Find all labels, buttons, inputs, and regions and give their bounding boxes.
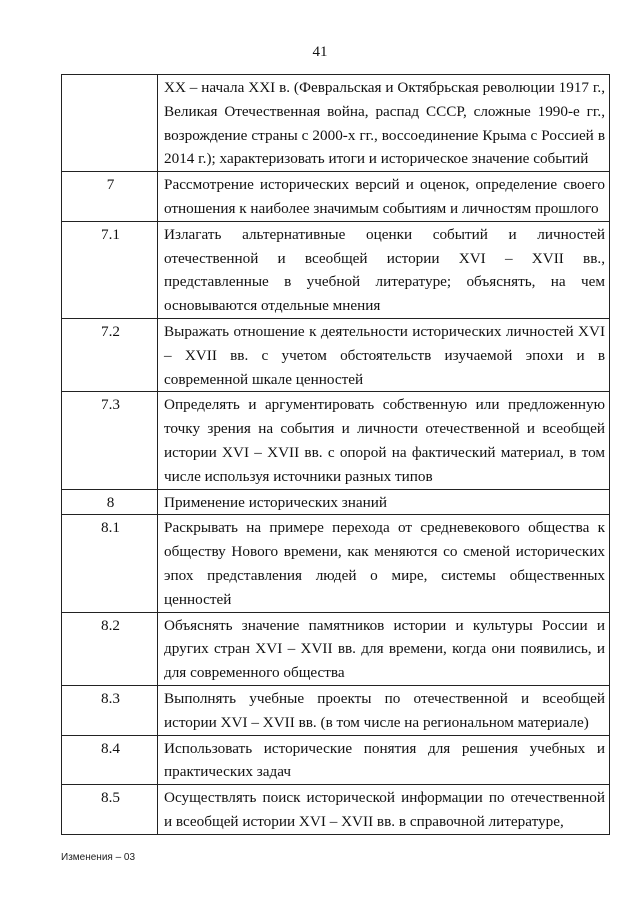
table-row <box>62 221 610 318</box>
table-row <box>62 685 610 735</box>
page-number: 41 <box>312 44 328 60</box>
row-number: 8.3 <box>62 685 158 735</box>
row-text: Выполнять учебные проекты по отечественной и всеобщей истории XVI – XVII вв. (в том числе на региональном материале) <box>158 685 610 735</box>
table-row <box>62 75 610 172</box>
row-text: Объяснять значение памятников истории и культуры России и других стран XVI – XVII вв. для времени, когда они появились, и для современного общества <box>158 612 610 685</box>
table-row <box>62 318 610 391</box>
row-text: XX – начала XXI в. (Февральская и Октябрьская революции 1917 г., Великая Отечественная война, распад СССР, сложные 1990-е гг., возрождение страны с 2000-х гг., воссоединение Крыма с Россией в 2014 г.); характеризовать итоги и историческое значение событий <box>158 75 610 172</box>
table-row <box>62 172 610 222</box>
row-number: 8 <box>62 489 158 515</box>
row-number: 7.1 <box>62 221 158 318</box>
row-text: Осуществлять поиск исторической информации по отечественной и всеобщей истории XVI – XVII вв. в справочной литературе, <box>158 785 610 835</box>
row-number: 8.5 <box>62 785 158 835</box>
row-number: 7 <box>62 172 158 222</box>
row-text: Применение исторических знаний <box>158 489 610 515</box>
table-row <box>62 612 610 685</box>
content-table <box>61 74 610 835</box>
row-number <box>62 75 158 172</box>
row-text: Раскрывать на примере перехода от средневекового общества к обществу Нового времени, как меняются со сменой исторических эпох представления людей о мире, системы общественных ценностей <box>158 515 610 612</box>
table-row <box>62 392 610 489</box>
table-row <box>62 735 610 785</box>
row-number: 7.3 <box>62 392 158 489</box>
row-text: Излагать альтернативные оценки событий и личностей отечественной и всеобщей истории XVI – XVII вв., представленные в учебной литературе; объяснять, на чем основываются отдельные мнения <box>158 221 610 318</box>
row-text: Выражать отношение к деятельности исторических личностей XVI – XVII вв. с учетом обстоятельств изучаемой эпохи и в современной шкале ценностей <box>158 318 610 391</box>
row-number: 8.4 <box>62 735 158 785</box>
row-text: Рассмотрение исторических версий и оценок, определение своего отношения к наиболее значимым событиям и личностям прошлого <box>158 172 610 222</box>
row-number: 7.2 <box>62 318 158 391</box>
table-row <box>62 785 610 835</box>
table-row <box>62 515 610 612</box>
row-text: Использовать исторические понятия для решения учебных и практических задач <box>158 735 610 785</box>
row-text: Определять и аргументировать собственную или предложенную точку зрения на события и личности отечественной и всеобщей истории XVI – XVII вв. с опорой на фактический материал, в том числе используя источники разных типов <box>158 392 610 489</box>
row-number: 8.1 <box>62 515 158 612</box>
table-row <box>62 489 610 515</box>
row-number: 8.2 <box>62 612 158 685</box>
footer-revision: Изменения – 03 <box>61 852 136 863</box>
